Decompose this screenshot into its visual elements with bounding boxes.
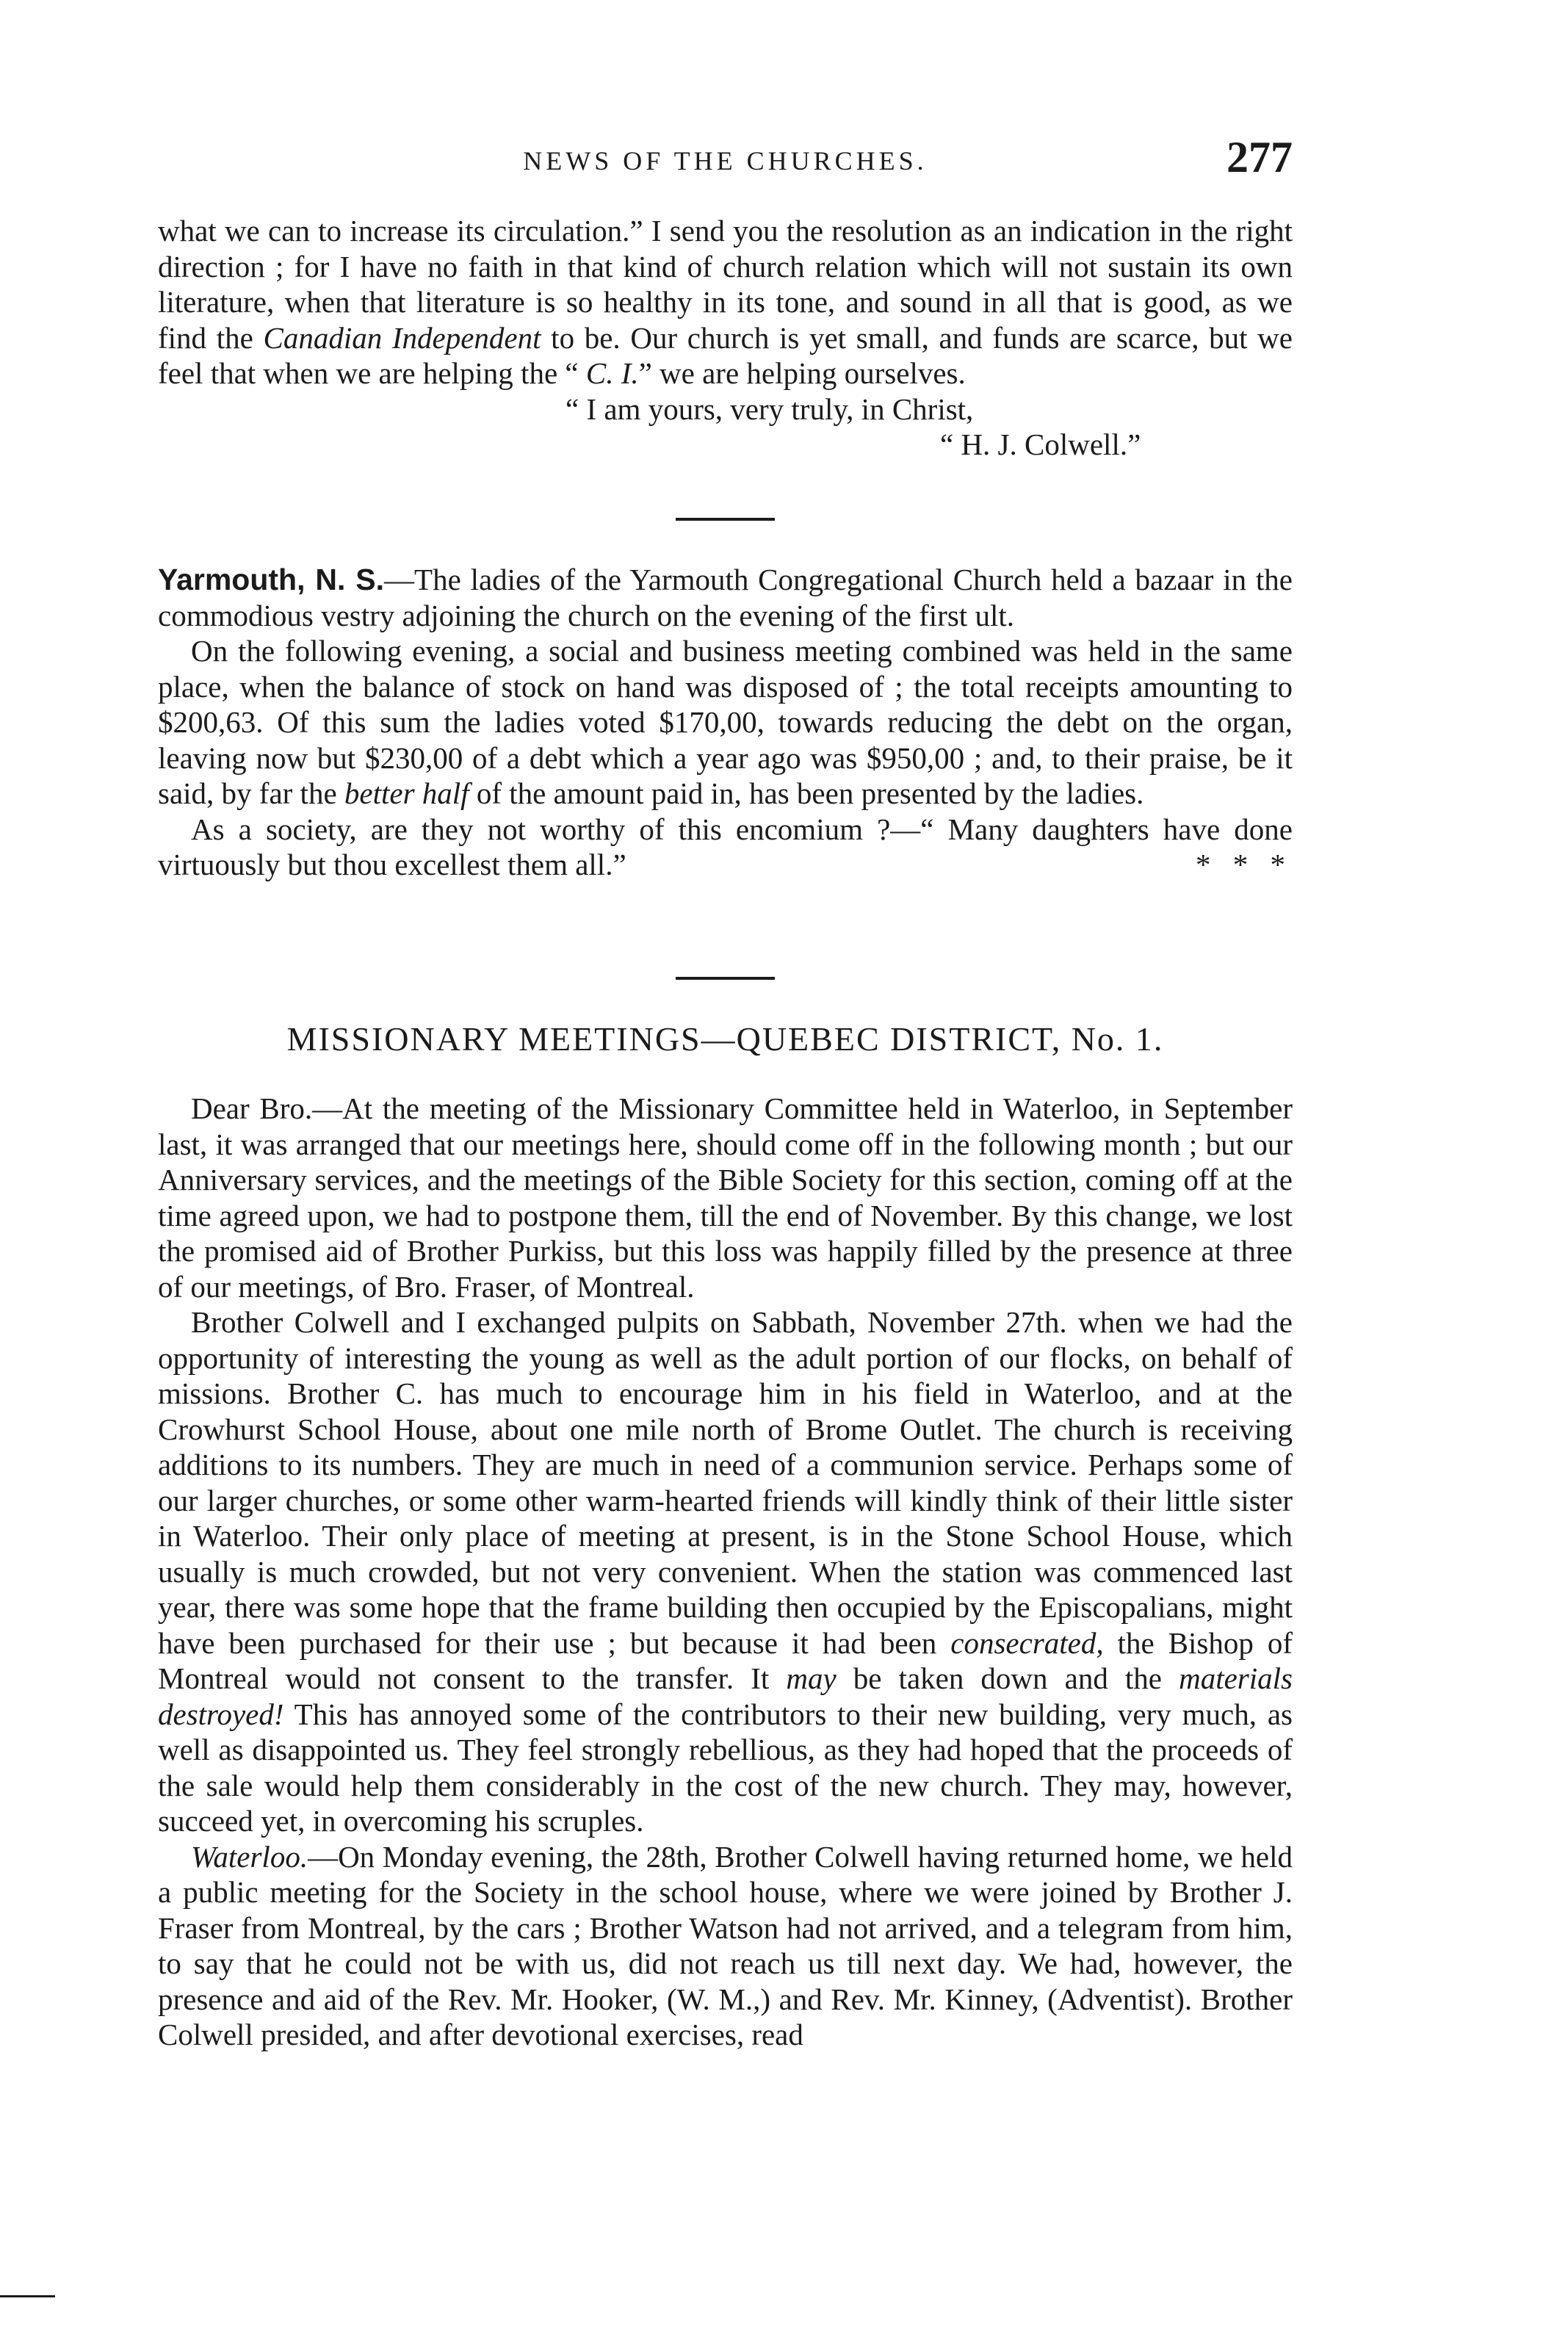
yarmouth-paragraph <box>158 562 1293 633</box>
yarmouth-paragraph <box>158 812 1293 883</box>
asterisks: * * * <box>1196 848 1293 881</box>
missionary-section <box>158 1091 1293 2053</box>
yarmouth-text: —The ladies of the Yarmouth Congregational Church held a bazaar in the commodious vestry adjoining the church on the evening of the first ult. <box>158 563 1293 632</box>
missionary-text: be taken down and the <box>836 1661 1179 1695</box>
missionary-paragraph <box>158 1304 1293 1839</box>
missionary-text: —On Monday evening, the 28th, Brother Colwell having returned home, we held a public meeting for the Society in the school house, where we were joined by Brother J. Fraser from Montreal, by the cars ; Brother Watson had not arrived, and a telegram from him, to say that he could not be with us, did not reach us till next day. We had, however, the presence and aid of the Rev. Mr. Hooker, (W. M.,) and Rev. Mr. Kinney, (Adventist). Brother Colwell presided, and after devotional exercises, read <box>158 1839 1293 2051</box>
yarmouth-text: of the amount paid in, has been presented by the ladies. <box>469 776 1144 810</box>
letter-signature: “ H. J. Colwell.” <box>940 427 1141 461</box>
section-heading: MISSIONARY MEETINGS—QUEBEC DISTRICT, No. 1. <box>286 1020 1164 1058</box>
missionary-paragraph: Dear Bro.—At the meeting of the Missionary Committee held in Waterloo, in September last, it was arranged that our meetings here, should come off in the following month ; but our Anniversary services, and the meetings of the Bible Society for this section, coming off at the time agreed upon, we had to postpone them, till the end of November. By this change, we lost the promised aid of Brother Purkiss, but this loss was happily filled by the presence at three of our meetings, of Bro. Fraser, of Montreal. <box>158 1091 1293 1304</box>
letter-italic: Canadian Independent <box>263 320 541 355</box>
letter-closing: “ I am yours, very truly, in Christ, <box>566 391 974 426</box>
letter-text: ” we are helping ourselves. <box>638 356 966 390</box>
missionary-paragraph <box>158 1839 1293 2053</box>
letter-paragraph <box>158 213 1293 391</box>
yarmouth-text: On the following evening, a social and business meeting combined was held in the same place, when the balance of stock on hand was disposed of ; the total receipts amounting to $200,63. Of this sum the ladies voted $170,00, towards reducing the debt on the organ, leaving now but $230,00 of a debt which a year ago was $950,00 ; and, to their praise, be it said, by far the <box>158 634 1293 810</box>
page-number: 277 <box>1226 133 1293 181</box>
missionary-text: This has annoyed some of the contributors to their new building, very much, as well as disappointed us. They feel strongly rebellious, as they had hoped that the proceeds of the sale would help them considerably in the cost of the new church. They may, however, succeed yet, in overcoming his scruples. <box>158 1697 1293 1838</box>
yarmouth-paragraph <box>158 633 1293 812</box>
place-name: Waterloo. <box>191 1839 308 1874</box>
letter-text: to be. Our church is yet small, and funds are scarce, but we feel that when we are helping the “ <box>158 320 1293 390</box>
margin-mark <box>0 2295 55 2297</box>
page-header <box>158 132 1293 191</box>
letter-text: what we can to increase its circulation.” I send you the resolution as an indication in the right direction ; for I have no faith in that kind of church relation which will not sustain its own literature, when that literature is so healthy in its tone, and sound in all that is good, as we find the <box>158 214 1293 355</box>
yarmouth-italic: better half <box>344 776 469 810</box>
section-divider <box>676 977 775 980</box>
letter-italic: C. I. <box>585 356 639 390</box>
letter-end <box>158 213 1293 463</box>
missionary-italic: consecrated, <box>950 1625 1104 1660</box>
missionary-text: the Bishop of Montreal would not consent to the transfer. It <box>158 1625 1293 1695</box>
yarmouth-section <box>158 562 1293 883</box>
missionary-italic: materials destroyed! <box>158 1661 1293 1731</box>
yarmouth-text: As a society, are they not worthy of this encomium ?—“ Many daughters have done virtuously but thou excellest them all.” <box>158 812 1293 881</box>
missionary-text: Brother Colwell and I exchanged pulpits on Sabbath, November 27th. when we had the opportunity of interesting the young as well as the adult portion of our flocks, on behalf of missions. Brother C. has much to encourage him in his field in Waterloo, and at the Crowhurst School House, about one mile north of Brome Outlet. The church is receiving additions to its numbers. They are much in need of a communion service. Perhaps some of our larger churches, or some other warm-hearted friends will kindly think of their little sister in Waterloo. Their only place of meeting at present, is in the Stone School House, which usually is much crowded, but not very convenient. When the station was commenced last year, there was some hope that the frame building then occupied by the Episcopalians, might have been purchased for their use ; but because it had been <box>158 1305 1293 1660</box>
running-title: NEWS OF THE CHURCHES. <box>523 146 928 176</box>
section-divider <box>676 518 775 521</box>
place-name: Yarmouth, N. S. <box>158 563 385 596</box>
missionary-italic: may <box>786 1661 837 1695</box>
